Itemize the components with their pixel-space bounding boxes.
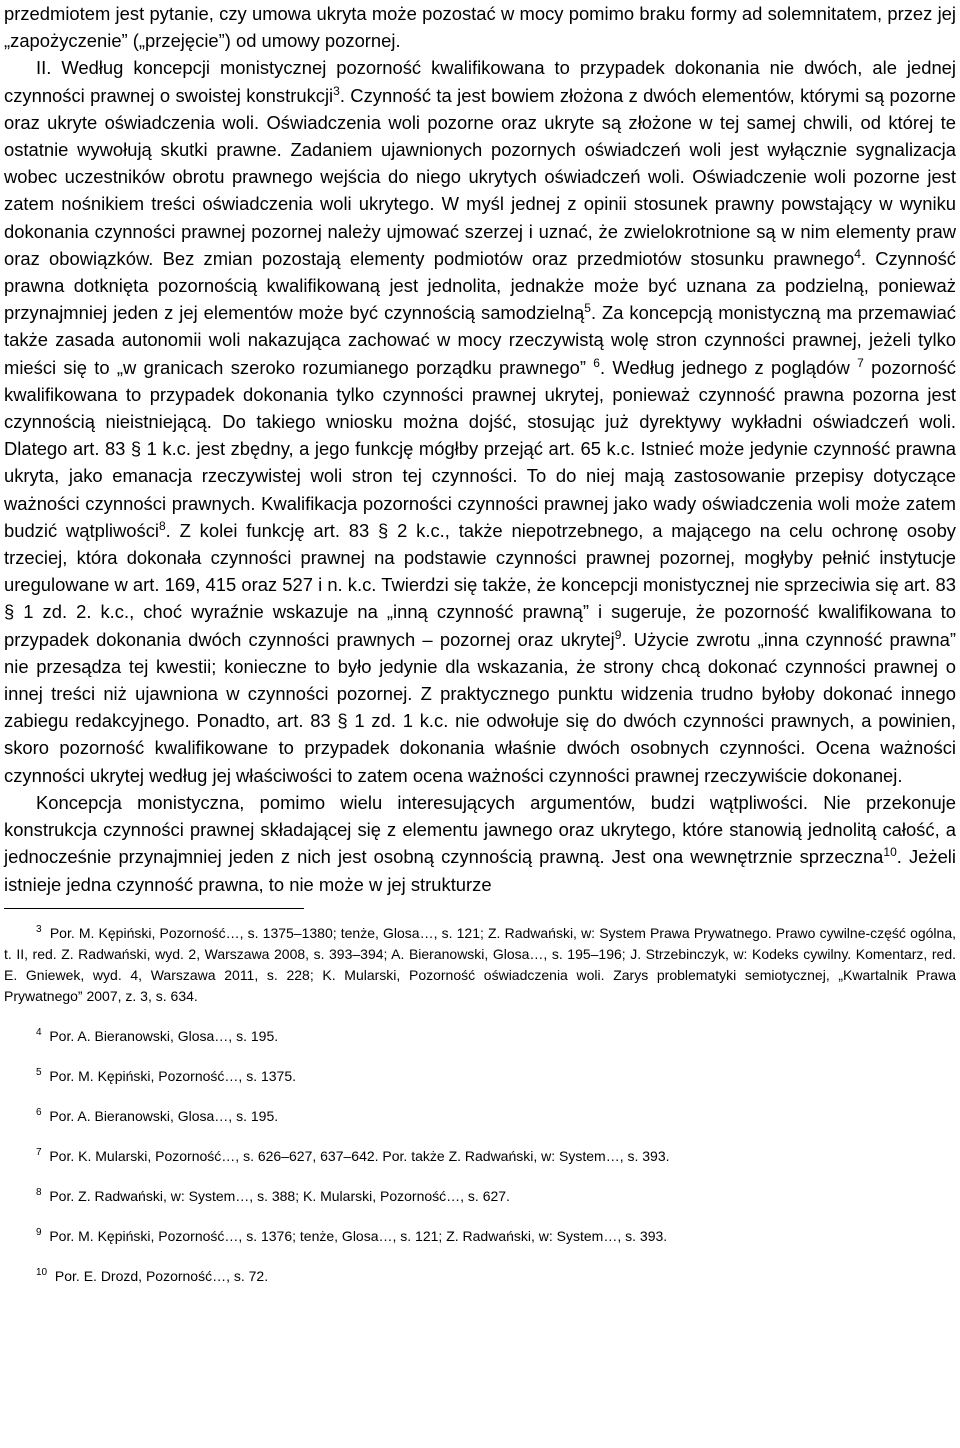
text-run: Koncepcja monistyczna, pomimo wielu interesujących argumentów, budzi wątpliwości. Nie przekonuje konstrukcja czynności prawnej składającej się z elementu jawnego oraz ukrytego, które stanowią jednolitą całość, a jednocześnie przynajmniej jeden z nich jest osobną czynnością prawną. Jest ona wewnętrznie sprzeczna xyxy=(4,791,956,868)
footnote-number: 4 xyxy=(36,1026,42,1038)
document-page xyxy=(4,0,956,1287)
footnote-number: 5 xyxy=(36,1066,42,1078)
footnotes xyxy=(4,923,956,1287)
text-run: . Czynność ta jest bowiem złożona z dwóch elementów, którymi są pozorne oraz ukryte oświadczenia woli. Oświadczenia woli pozorne oraz ukryte są złożone w tej samej chwili, od której te ostatnie wywołują skutki prawne. Zadaniem ujawnionych pozornych oświadczeń woli jest wyłącznie sygnalizacja wobec uczestników obrotu prawnego wejścia do niego ukrytych oświadczeń woli. Oświadczenie woli pozorne jest zatem nośnikiem treści oświadczenia woli ukrytego. W myśl jednej z opinii stosunek prawny powstający w wyniku dokonania czynności prawnej pozornej należy ujmować szerzej i uznać, że zwielokrotnione są w nim elementy praw oraz obowiązków. Bez zmian pozostają elementy podmiotów oraz przedmiotów stosunku prawnego xyxy=(4,84,956,269)
paragraph-1: przedmiotem jest pytanie, czy umowa ukryta może pozostać w mocy pomimo braku formy ad solemnitatem, przez jej „zapożyczenie” („przejęcie”) od umowy pozornej. xyxy=(4,3,956,52)
footnote-ref-3: 3 xyxy=(333,83,340,98)
footnote-text: Por. M. Kępiński, Pozorność…, s. 1375–1380; tenże, Glosa…, s. 121; Z. Radwański, w: System Prawa Prywatnego. Prawo cywilne-część ogólna, t. II, red. Z. Radwański, wyd. 2, Warszawa 2008, s. 393–394; A. Bieranowski, Glosa…, s. 195–196; J. Strzebinczyk, w: Kodeks cywilny. Komentarz, red. E. Gniewek, wyd. 4, Warszawa 2011, s. 228; K. Mularski, Pozorność oświadczenia woli. Zarys problematyki semiotycznej, „Kwartalnik Prawa Prywatnego” 2007, z. 3, s. 634. xyxy=(4,924,956,1004)
footnote-3 xyxy=(4,923,956,1007)
footnote-6 xyxy=(4,1106,956,1127)
footnote-number: 10 xyxy=(36,1266,48,1278)
footnote-text: Por. M. Kępiński, Pozorność…, s. 1376; tenże, Glosa…, s. 121; Z. Radwański, w: System…, s. 393. xyxy=(49,1227,668,1244)
text-run: . Użycie zwrotu „inna czynność prawna” nie przesądza tej kwestii; konieczne to było jedynie dla wskazania, że strony chcą dokonać czynności prawnej o innej treści niż ujawniona w czynności pozornej. Z praktycznego punktu widzenia trudno byłoby dokonać innego zabiegu redakcyjnego. Ponadto, art. 83 § 1 zd. 1 k.c. nie odwołuje się do dwóch czynności prawnych, a powinien, skoro pozorność kwalifikowane to przypadek dokonania właśnie dwóch osobnych czynności. Ocena ważności czynności ukrytej według jej właściwości to zatem ocena ważności czynności prawnej rzeczywiście dokonanej. xyxy=(4,628,956,786)
footnote-number: 8 xyxy=(36,1186,42,1198)
footnote-ref-9: 9 xyxy=(614,627,622,642)
footnote-ref-4: 4 xyxy=(854,246,861,261)
footnote-number: 3 xyxy=(36,923,42,935)
footnote-number: 9 xyxy=(36,1226,42,1238)
footnote-8 xyxy=(4,1186,956,1207)
footnote-separator xyxy=(4,908,304,909)
main-text xyxy=(4,0,956,898)
footnote-number: 6 xyxy=(36,1106,42,1118)
text-run: . Jeżeli istnieje jedna czynność prawna, to nie może w jej strukturze xyxy=(4,846,956,895)
text-run: . Według jednego z poglądów xyxy=(599,356,850,378)
footnote-ref-6: 6 xyxy=(593,355,600,370)
footnote-text: Por. K. Mularski, Pozorność…, s. 626–627, 637–642. Por. także Z. Radwański, w: System…, s. 393. xyxy=(49,1147,670,1164)
footnote-text: Por. A. Bieranowski, Glosa…, s. 195. xyxy=(49,1027,279,1044)
footnote-ref-7: 7 xyxy=(857,355,864,370)
text-run: . Czynność prawna dotknięta pozornością kwalifikowaną jest jednolita, jednakże może być uznana za podzielną, ponieważ przynajmniej jeden z jej elementów może być czynnością samodzielną xyxy=(4,247,956,324)
paragraph-2 xyxy=(4,54,956,788)
footnote-ref-10: 10 xyxy=(883,845,897,860)
footnote-text: Por. Z. Radwański, w: System…, s. 388; K. Mularski, Pozorność…, s. 627. xyxy=(49,1187,510,1204)
footnote-5 xyxy=(4,1066,956,1087)
text-run: II. Według koncepcji monistycznej pozorność kwalifikowana to przypadek dokonania nie dwóch, ale jednej czynności prawnej o swoistej konstrukcji xyxy=(4,57,956,106)
footnote-ref-8: 8 xyxy=(158,518,166,533)
footnote-number: 7 xyxy=(36,1146,42,1158)
text-run: pozorność kwalifikowana to przypadek dokonania tylko czynności prawnej ukrytej, ponieważ czynność prawna pozorna jest czynnością nieistniejącą. Do takiego wniosku można dojść, stosując już dyrektywy wykładni oświadczeń woli. Dlatego art. 83 § 1 k.c. jest zbędny, a jego funkcję mógłby przejąć art. 65 k.c. Istnieć może jedynie czynność prawna ukryta, jako emanacja rzeczywistej woli stron tej czynności. To do niej mają zastosowanie przepisy dotyczące ważności czynności prawnych. Kwalifikacja pozorności czynności prawnej jako wady oświadczenia woli może zatem budzić wątpliwości xyxy=(4,356,956,541)
footnote-text: Por. E. Drozd, Pozorność…, s. 72. xyxy=(54,1267,269,1284)
footnote-10 xyxy=(4,1266,956,1287)
footnote-7 xyxy=(4,1146,956,1167)
footnote-4 xyxy=(4,1026,956,1047)
footnote-text: Por. A. Bieranowski, Glosa…, s. 195. xyxy=(49,1107,279,1124)
text-run: . Za koncepcją monistyczną ma przemawiać także zasada autonomii woli nakazująca zachować w mocy rzeczywistą wolę stron czynności prawnej, jeżeli tylko mieści się to „w granicach szeroko rozumianego porządku prawnego” xyxy=(4,302,956,378)
paragraph-3 xyxy=(4,789,956,898)
footnote-ref-5: 5 xyxy=(584,301,591,316)
text-run: . Z kolei funkcję art. 83 § 2 k.c., także niepotrzebnego, a mającego na celu ochronę osoby trzeciej, która dokonała czynności prawnej na podstawie czynności prawnej pozornej, mogłyby pełnić instytucje uregulowane w art. 169, 415 oraz 527 i n. k.c. Twierdzi się także, że koncepcji monistycznej nie sprzeciwia się art. 83 § 1 zd. 2. k.c., choć wyraźnie wskazuje na „inną czynność prawną” i sugeruje, że pozorność kwalifikowana to przypadek dokonania dwóch czynności prawnych – pozornej oraz ukrytej xyxy=(4,519,956,650)
footnote-9 xyxy=(4,1226,956,1247)
footnote-text: Por. M. Kępiński, Pozorność…, s. 1375. xyxy=(49,1067,297,1084)
